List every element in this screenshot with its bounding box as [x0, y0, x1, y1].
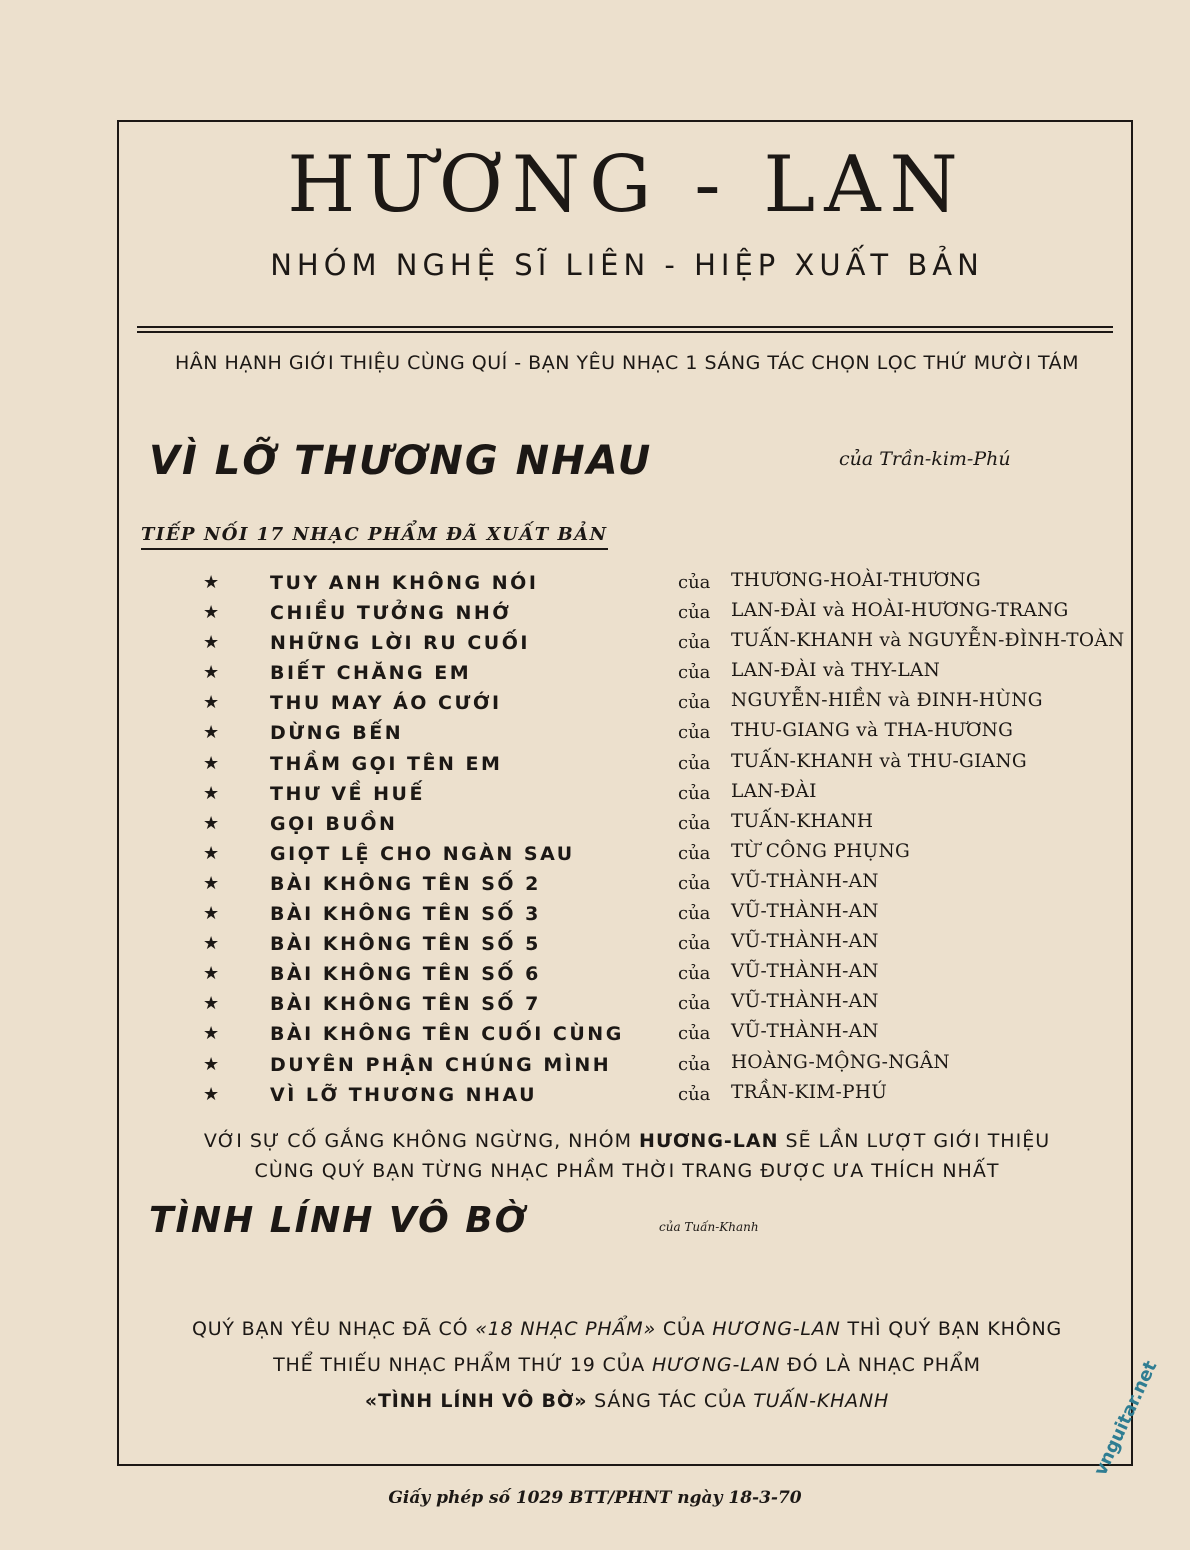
- song-by: của: [678, 662, 711, 684]
- song-title: BÀI KHÔNG TÊN SỐ 7: [270, 993, 541, 1016]
- star-icon: ★: [203, 1053, 220, 1075]
- song-by: của: [678, 602, 711, 624]
- song-row: [119, 688, 1135, 718]
- star-icon: ★: [203, 602, 220, 624]
- second-song-author: của Tuấn-Khanh: [659, 1220, 759, 1234]
- brand-title: HƯƠNG - LAN: [287, 140, 967, 230]
- star-icon: ★: [203, 722, 220, 744]
- closing-text: THÌ QUÝ BẠN KHÔNG: [840, 1318, 1063, 1340]
- song-title: NHỮNG LỜI RU CUỐI: [270, 632, 530, 655]
- song-composer: THƯƠNG-HOÀI-THƯƠNG: [731, 570, 981, 591]
- song-row: [119, 1050, 1135, 1080]
- song-title: THẦM GỌI TÊN EM: [270, 752, 503, 775]
- song-title: TUY ANH KHÔNG NÓI: [270, 572, 539, 594]
- star-icon: ★: [203, 903, 220, 925]
- song-title: BÀI KHÔNG TÊN SỐ 2: [270, 872, 541, 895]
- publisher-subtitle: NHÓM NGHỆ SĨ LIÊN - HIỆP XUẤT BẢN: [270, 248, 984, 282]
- star-icon: ★: [203, 662, 220, 684]
- song-row: [119, 989, 1135, 1019]
- star-icon: ★: [203, 933, 220, 955]
- song-by: của: [678, 722, 711, 744]
- song-title: DỪNG BẾN: [270, 722, 404, 745]
- song-row: [119, 658, 1135, 688]
- song-composer: THU-GIANG và THA-HƯƠNG: [731, 720, 1014, 742]
- closing-text: SÁNG TÁC CỦA: [587, 1390, 754, 1412]
- song-composer: VŨ-THÀNH-AN: [731, 961, 879, 983]
- song-composer: TUẤN-KHANH: [731, 810, 874, 832]
- star-icon: ★: [203, 1083, 220, 1105]
- star-icon: ★: [203, 572, 220, 593]
- song-by: của: [678, 632, 711, 654]
- song-by: của: [678, 752, 711, 774]
- song-row: [119, 749, 1135, 779]
- song-by: của: [678, 1023, 711, 1045]
- song-row: [119, 1019, 1135, 1049]
- closing-text: QUÝ BẠN YÊU NHẠC ĐÃ CÓ: [191, 1318, 476, 1340]
- song-title: BIẾT CHĂNG EM: [270, 662, 472, 685]
- song-row: [119, 929, 1135, 959]
- song-by: của: [678, 963, 711, 985]
- song-row: [119, 718, 1135, 748]
- closing-count: «18 NHẠC PHẨM»: [475, 1318, 657, 1340]
- song-title: CHIỀU TƯỞNG NHỚ: [270, 602, 512, 625]
- song-composer: HOÀNG-MỘNG-NGÂN: [731, 1051, 950, 1073]
- site-watermark: vnguitar.net: [1090, 1357, 1162, 1479]
- song-by: của: [678, 572, 711, 593]
- song-title: BÀI KHÔNG TÊN SỐ 3: [270, 903, 541, 926]
- closing-text: CỦA: [656, 1318, 713, 1340]
- promo-text: SẼ LẦN LƯỢT GIỚI THIỆU: [778, 1130, 1051, 1152]
- song-by: của: [678, 872, 711, 894]
- permit-line: Giấy phép số 1029 BTT/PHNT ngày 18-3-70: [388, 1488, 802, 1508]
- song-by: của: [678, 903, 711, 925]
- song-title: BÀI KHÔNG TÊN SỐ 5: [270, 933, 541, 956]
- star-icon: ★: [203, 782, 220, 804]
- song-composer: LAN-ĐÀI và HOÀI-HƯƠNG-TRANG: [731, 600, 1069, 622]
- song-row: [119, 628, 1135, 658]
- closing-line-1: [119, 1318, 1135, 1340]
- song-composer: LAN-ĐÀI: [731, 780, 817, 802]
- song-composer: TUẤN-KHANH và NGUYỄN-ĐÌNH-TOÀN: [731, 630, 1125, 652]
- star-icon: ★: [203, 692, 220, 714]
- song-row: [119, 839, 1135, 869]
- song-title: THƯ VỀ HUẾ: [270, 782, 425, 805]
- promo-line-1: [119, 1130, 1135, 1152]
- song-row: [119, 809, 1135, 839]
- star-icon: ★: [203, 842, 220, 864]
- promo-text: VỚI SỰ CỐ GẮNG KHÔNG NGỪNG, NHÓM: [203, 1130, 640, 1152]
- continuation-heading: TIẾP NỐI 17 NHẠC PHẨM ĐÃ XUẤT BẢN: [141, 524, 608, 550]
- second-song-title: TÌNH LÍNH VÔ BỜ: [149, 1200, 528, 1241]
- song-row: [119, 1080, 1135, 1110]
- song-by: của: [678, 1083, 711, 1105]
- song-composer: VŨ-THÀNH-AN: [731, 901, 879, 923]
- song-composer: VŨ-THÀNH-AN: [731, 931, 879, 953]
- star-icon: ★: [203, 812, 220, 834]
- promo-brand: HƯƠNG-LAN: [639, 1130, 779, 1152]
- song-composer: LAN-ĐÀI và THY-LAN: [731, 660, 941, 682]
- song-list: [119, 568, 1135, 1110]
- song-by: của: [678, 993, 711, 1015]
- feature-song-author: của Trần-kim-Phú: [839, 448, 1011, 470]
- closing-brand: HƯƠNG-LAN: [712, 1318, 841, 1340]
- promo-line-2: CÙNG QUÝ BẠN TỪNG NHẠC PHẦM THỜI TRANG ĐƯỢC ƯA THÍCH NHẤT: [254, 1160, 1000, 1182]
- song-title: GỌI BUỒN: [270, 812, 398, 835]
- song-by: của: [678, 692, 711, 714]
- song-row: [119, 959, 1135, 989]
- intro-line: HÂN HẠNH GIỚI THIỆU CÙNG QUÍ - BẠN YÊU NHẠC 1 SÁNG TÁC CHỌN LỌC THỨ MƯỜI TÁM: [175, 352, 1079, 374]
- star-icon: ★: [203, 1023, 220, 1045]
- song-title: BÀI KHÔNG TÊN CUỐI CÙNG: [270, 1023, 624, 1046]
- song-composer: NGUYỄN-HIỀN và ĐINH-HÙNG: [731, 690, 1043, 712]
- poster-frame: [117, 120, 1133, 1466]
- song-by: của: [678, 933, 711, 955]
- song-by: của: [678, 812, 711, 834]
- song-composer: VŨ-THÀNH-AN: [731, 1021, 879, 1043]
- song-title: BÀI KHÔNG TÊN SỐ 6: [270, 963, 541, 986]
- song-row: [119, 869, 1135, 899]
- closing-line-3: [119, 1390, 1135, 1412]
- song-by: của: [678, 782, 711, 804]
- song-composer: VŨ-THÀNH-AN: [731, 991, 879, 1013]
- divider-bottom: [137, 331, 1113, 333]
- song-composer: TUẤN-KHANH và THU-GIANG: [731, 750, 1027, 772]
- closing-text: THỂ THIẾU NHẠC PHẨM THỨ 19 CỦA: [273, 1354, 652, 1376]
- song-row: [119, 568, 1135, 598]
- star-icon: ★: [203, 632, 220, 654]
- closing-brand: HƯƠNG-LAN: [651, 1354, 781, 1376]
- song-composer: TRẦN-KIM-PHÚ: [731, 1081, 888, 1103]
- song-by: của: [678, 1053, 711, 1075]
- star-icon: ★: [203, 872, 220, 894]
- song-by: của: [678, 842, 711, 864]
- closing-composer: TUẤN-KHANH: [753, 1390, 890, 1412]
- closing-line-2: [119, 1354, 1135, 1376]
- song-title: DUYÊN PHẬN CHÚNG MÌNH: [270, 1053, 612, 1076]
- divider-top: [137, 326, 1113, 328]
- song-row: [119, 899, 1135, 929]
- closing-text: ĐÓ LÀ NHẠC PHẨM: [780, 1354, 981, 1376]
- song-title: VÌ LỠ THƯƠNG NHAU: [270, 1083, 538, 1106]
- song-row: [119, 598, 1135, 628]
- song-title: THU MAY ÁO CƯỚI: [270, 692, 502, 715]
- star-icon: ★: [203, 963, 220, 985]
- song-composer: TỪ CÔNG PHỤNG: [731, 840, 911, 862]
- feature-song-title: VÌ LỠ THƯƠNG NHAU: [149, 438, 653, 484]
- star-icon: ★: [203, 752, 220, 774]
- star-icon: ★: [203, 993, 220, 1015]
- song-composer: VŨ-THÀNH-AN: [731, 870, 879, 892]
- closing-song: «TÌNH LÍNH VÔ BỜ»: [364, 1390, 588, 1412]
- song-title: GIỌT LỆ CHO NGÀN SAU: [270, 842, 575, 865]
- song-row: [119, 779, 1135, 809]
